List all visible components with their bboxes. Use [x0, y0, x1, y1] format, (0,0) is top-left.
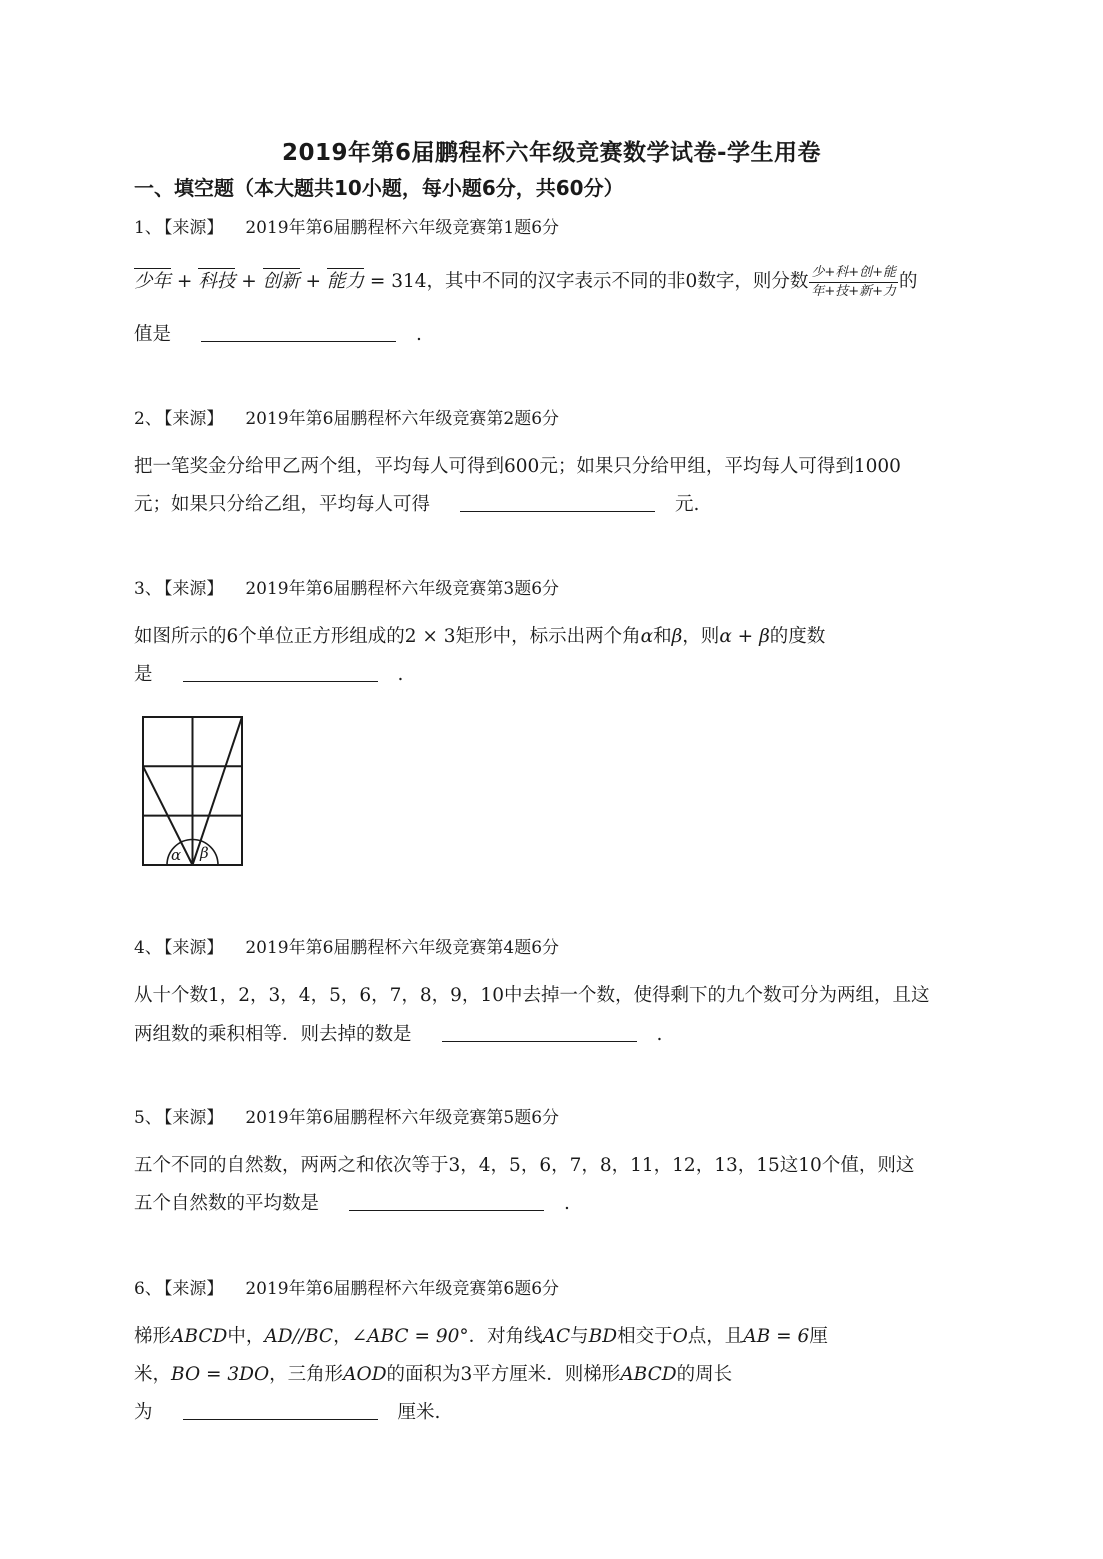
- question-6-line-3: [134, 1398, 440, 1424]
- question-text: 如图所示的6个单位正方形组成的2 × 3矩形中，标示出两个角: [134, 626, 641, 647]
- question-number: 4、: [134, 938, 162, 958]
- source-text: 2019年第6届鹏程杯六年级竞赛第4题6分: [245, 938, 560, 958]
- equation-result: = 314: [369, 271, 427, 293]
- question-5-line-2: [134, 1189, 570, 1215]
- figure-alpha-label: α: [171, 846, 182, 864]
- question-4-line-2: [134, 1020, 662, 1046]
- plus-sign: +: [305, 271, 322, 293]
- math-symbol: ABCD: [171, 1326, 228, 1347]
- question-text: 的度数: [769, 626, 826, 647]
- overline-term: 创新: [263, 268, 300, 292]
- question-text: 相交于: [617, 1326, 673, 1347]
- question-text: 是: [134, 664, 153, 685]
- answer-blank[interactable]: [442, 1023, 637, 1042]
- question-3-line-1: [134, 622, 825, 648]
- section-heading: 一、填空题（本大题共10小题，每小题6分，共60分）: [134, 176, 624, 200]
- question-text: ．对角线: [468, 1326, 543, 1347]
- source-tag: 【来源】: [163, 1279, 224, 1299]
- fraction-numerator: 少+科+创+能: [809, 266, 898, 283]
- question-text: .: [416, 324, 422, 345]
- question-text: 的周长: [676, 1364, 733, 1385]
- question-3-line-2: [134, 660, 403, 686]
- plus-sign: +: [241, 271, 257, 293]
- fraction: [809, 266, 898, 298]
- question-3-source: [134, 574, 559, 599]
- question-1-line-1: [134, 266, 918, 298]
- source-tag: 【来源】: [163, 579, 224, 599]
- question-number: 3、: [134, 579, 162, 599]
- math-symbol: AC: [542, 1326, 571, 1347]
- question-1-source: [134, 213, 559, 238]
- question-text: 两组数的乘积相等．则去掉的数是: [134, 1024, 412, 1045]
- overline-term: 少年: [134, 268, 171, 292]
- source-tag: 【来源】: [163, 409, 224, 429]
- source-tag: 【来源】: [163, 1108, 224, 1128]
- source-text: 2019年第6届鹏程杯六年级竞赛第2题6分: [245, 409, 560, 429]
- source-tag: 【来源】: [163, 218, 224, 238]
- question-text: 梯形: [134, 1326, 172, 1347]
- question-text: 和: [653, 626, 672, 647]
- question-text: 厘: [809, 1326, 828, 1347]
- question-text: 点，且: [687, 1326, 744, 1347]
- question-6-line-2: [134, 1360, 732, 1386]
- question-text: 中，: [227, 1326, 265, 1347]
- question-number: 2、: [134, 409, 162, 429]
- question-4-line-1: 从十个数1，2，3，4，5，6，7，8，9，10中去掉一个数，使得剩下的九个数可分为两组，且这: [134, 985, 930, 1006]
- alpha-symbol: α: [640, 626, 654, 647]
- math-symbol: BD: [588, 1326, 618, 1347]
- question-text: 元；如果只分给乙组，平均每人可得: [134, 494, 431, 515]
- overline-term: 科技: [198, 268, 235, 292]
- figure-beta-label: β: [200, 844, 209, 862]
- question-text: 五个自然数的平均数是: [134, 1193, 320, 1214]
- question-2-source: [134, 404, 559, 429]
- math-symbol: ABCD: [620, 1364, 677, 1385]
- question-text: .: [564, 1193, 570, 1214]
- question-text: ，则: [682, 626, 720, 647]
- question-4-source: [134, 933, 559, 958]
- question-text: 厘米.: [397, 1402, 441, 1423]
- question-text: 值是: [134, 324, 172, 345]
- question-text: 与: [570, 1326, 589, 1347]
- plus-sign: +: [176, 271, 193, 293]
- question-6-source: [134, 1274, 559, 1299]
- answer-blank[interactable]: [201, 323, 396, 342]
- math-symbol: AOD: [343, 1364, 387, 1385]
- question-5-source: [134, 1103, 559, 1128]
- grid-figure: [140, 714, 246, 868]
- beta-symbol: β: [671, 626, 683, 647]
- question-text: ，其中不同的汉字表示不同的非0数字，则分数: [426, 271, 809, 293]
- figure-diagonal-right: [193, 717, 243, 865]
- question-text: ，: [333, 1326, 352, 1347]
- question-2-line-2: [134, 490, 699, 516]
- fraction-denominator: 年+技+新+力: [811, 283, 897, 299]
- question-text: ，三角形: [269, 1364, 344, 1385]
- question-text: .: [656, 1024, 663, 1045]
- math-symbol: AD//BC: [264, 1326, 334, 1347]
- question-text: 的: [899, 271, 918, 293]
- math-symbol: AB = 6: [743, 1326, 810, 1347]
- question-5-line-1: 五个不同的自然数，两两之和依次等于3，4，5，6，7，8，11，12，13，15这10个值，则这: [134, 1155, 915, 1176]
- source-text: 2019年第6届鹏程杯六年级竞赛第5题6分: [245, 1108, 560, 1128]
- answer-blank[interactable]: [183, 1401, 378, 1420]
- question-1-line-2: [134, 320, 422, 346]
- math-symbol: ∠ABC = 90°: [351, 1326, 469, 1347]
- overline-term: 能力: [327, 268, 364, 292]
- question-number: 5、: [134, 1108, 162, 1128]
- question-number: 6、: [134, 1279, 162, 1299]
- sum-expression: α + β: [719, 626, 770, 647]
- question-text: .: [397, 664, 404, 685]
- source-text: 2019年第6届鹏程杯六年级竞赛第3题6分: [245, 579, 560, 599]
- question-text: 米，: [134, 1364, 172, 1385]
- question-text: 元.: [675, 494, 700, 515]
- source-tag: 【来源】: [163, 938, 224, 958]
- math-symbol: BO = 3DO: [171, 1364, 270, 1385]
- answer-blank[interactable]: [183, 663, 378, 682]
- page-title: 2019年第6届鹏程杯六年级竞赛数学试卷-学生用卷: [281, 140, 822, 166]
- question-6-line-1: [134, 1322, 828, 1348]
- answer-blank[interactable]: [460, 493, 655, 512]
- answer-blank[interactable]: [349, 1192, 544, 1211]
- question-number: 1、: [134, 218, 162, 238]
- question-text: 为: [134, 1402, 153, 1423]
- source-text: 2019年第6届鹏程杯六年级竞赛第6题6分: [245, 1279, 560, 1299]
- question-text: 的面积为3平方厘米．则梯形: [386, 1364, 621, 1385]
- source-text: 2019年第6届鹏程杯六年级竞赛第1题6分: [245, 218, 560, 238]
- math-symbol: O: [672, 1326, 688, 1347]
- question-2-line-1: 把一笔奖金分给甲乙两个组，平均每人可得到600元；如果只分给甲组，平均每人可得到1000: [134, 456, 901, 477]
